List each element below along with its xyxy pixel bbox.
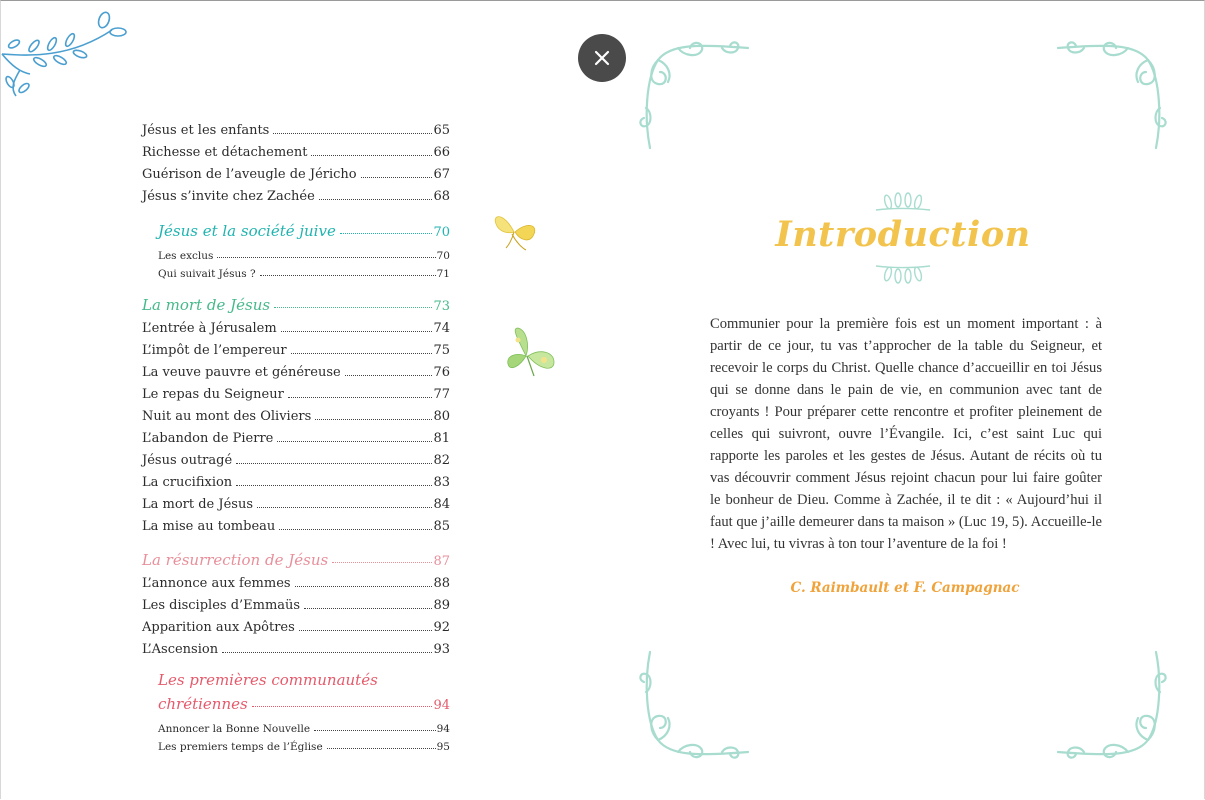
- yellow-butterfly-icon: [490, 210, 540, 252]
- toc-leader-dots: [288, 397, 433, 398]
- toc-leader-dots: [291, 353, 433, 354]
- toc-entry-label: Nuit au mont des Oliviers: [142, 409, 312, 424]
- toc-entry[interactable]: [142, 140, 450, 160]
- toc-leader-dots: [314, 730, 436, 731]
- toc-entry-page: 68: [433, 189, 450, 204]
- toc-leader-dots: [277, 441, 432, 442]
- toc-entry-page: 76: [433, 365, 450, 380]
- toc-entry[interactable]: [142, 593, 450, 613]
- toc-entry-label: La crucifixion: [142, 475, 233, 490]
- toc-entry[interactable]: [142, 338, 450, 358]
- corner-flourish-icon: [1050, 644, 1168, 762]
- toc-leader-dots: [340, 233, 433, 234]
- toc-section-title[interactable]: [142, 547, 450, 569]
- corner-flourish-icon: [638, 644, 756, 762]
- toc-entry[interactable]: [142, 162, 450, 182]
- toc-entry-label: Guérison de l’aveugle de Jéricho: [142, 167, 357, 182]
- toc-entry-page: 81: [433, 431, 450, 446]
- toc-entry-page: 80: [433, 409, 450, 424]
- toc-leader-dots: [315, 419, 432, 420]
- introduction-title: Introduction: [775, 214, 1031, 255]
- toc-section-page: 70: [433, 225, 450, 240]
- toc-subentry[interactable]: [158, 242, 450, 262]
- vine-ornament-icon: [0, 8, 130, 100]
- toc-entry-page: 77: [433, 387, 450, 402]
- toc-section-label[interactable]: Les premières communautés: [158, 671, 378, 689]
- toc-entry-label: Les disciples d’Emmaüs: [142, 598, 301, 613]
- toc-entry-label: Richesse et détachement: [142, 145, 308, 160]
- toc-entry-page: 65: [433, 123, 450, 138]
- toc-entry-label: Jésus outragé: [142, 453, 233, 468]
- toc-leader-dots: [327, 748, 436, 749]
- toc-entry[interactable]: [142, 118, 450, 138]
- introduction-text: Communier pour la première fois est un moment important : à partir de ce jour, tu vas t’approcher de la table du Seigneur, et recevoir le corps du Christ. Quelle chance d’accueillir en toi Jésus qui se donne dans le pain de vie, en communion avec tant de croyants ! Pour préparer cette rencontre et profiter pleinement de celles qui suivront, ouvre l’Évangile. Ici, c’est saint Luc qui rapporte les paroles et les gestes de Jésus. Autant de récits où tu vas découvrir comment Jésus rejoint chacun pour lui faire goûter le bonheur de Dieu. Comme à Zachée, il te dit : « Aujourd’hui il faut que j’aille demeurer dans ta maison » (Luc 19, 5). Accueille-le ! Avec lui, tu vivras à ton tour l’aventure de la foi !: [710, 316, 1102, 552]
- toc-entry-label: L’annonce aux femmes: [142, 576, 291, 591]
- toc-leader-dots: [273, 133, 432, 134]
- toc-entry-page: 88: [433, 576, 450, 591]
- toc-entry-page: 89: [433, 598, 450, 613]
- toc-leader-dots: [304, 608, 432, 609]
- toc-leader-dots: [236, 463, 432, 464]
- toc-entry[interactable]: [142, 382, 450, 402]
- toc-entry-label: L’abandon de Pierre: [142, 431, 274, 446]
- close-button[interactable]: [578, 34, 626, 82]
- toc-entry-label: La mise au tombeau: [142, 519, 276, 534]
- toc-entry-label: Apparition aux Apôtres: [142, 620, 295, 635]
- toc-section-page: 87: [433, 554, 450, 569]
- toc-entry-label: Annoncer la Bonne Nouvelle: [158, 723, 311, 735]
- toc-entry-page: 75: [433, 343, 450, 358]
- toc-entry[interactable]: [142, 316, 450, 336]
- toc-entry-page: 66: [433, 145, 450, 160]
- toc-entry[interactable]: [142, 426, 450, 446]
- toc-entry-label: Qui suivait Jésus ?: [158, 268, 256, 280]
- toc-entry[interactable]: [142, 514, 450, 534]
- leaf-sprig-icon: [872, 190, 934, 214]
- toc-entry-page: 71: [436, 268, 450, 280]
- toc-leader-dots: [319, 199, 433, 200]
- toc-section-title[interactable]: [142, 292, 450, 314]
- toc-leader-dots: [257, 507, 432, 508]
- toc-leader-dots: [332, 562, 432, 563]
- leaf-sprig-icon: [872, 262, 934, 286]
- toc-subentry[interactable]: [158, 260, 450, 280]
- toc-entry-page: 92: [433, 620, 450, 635]
- corner-flourish-icon: [638, 38, 756, 156]
- introduction-author: C. Raimbault et F. Campagnac: [790, 580, 1020, 596]
- toc-section-label-line2: chrétiennes: [158, 695, 248, 713]
- toc-leader-dots: [361, 177, 433, 178]
- toc-entry-page: 67: [433, 167, 450, 182]
- toc-entry[interactable]: [142, 637, 450, 657]
- toc-entry-page: 74: [433, 321, 450, 336]
- toc-leader-dots: [345, 375, 433, 376]
- toc-entry-page: 94: [436, 723, 450, 735]
- toc-leader-dots: [299, 630, 433, 631]
- toc-leader-dots: [217, 257, 435, 258]
- toc-leader-dots: [252, 706, 433, 707]
- toc-entry-page: 70: [436, 250, 450, 262]
- toc-entry-label: La veuve pauvre et généreuse: [142, 365, 341, 380]
- green-butterfly-icon: [500, 326, 558, 382]
- toc-entry-label: L’Ascension: [142, 642, 219, 657]
- toc-entry-page: 93: [433, 642, 450, 657]
- toc-entry[interactable]: [142, 448, 450, 468]
- toc-entry-label: Les premiers temps de l’Église: [158, 741, 323, 753]
- toc-subentry[interactable]: [158, 715, 450, 735]
- toc-section-page: 73: [433, 299, 450, 314]
- toc-entry-label: Jésus s’invite chez Zachée: [142, 189, 315, 204]
- toc-subentry[interactable]: [158, 733, 450, 753]
- toc-section-title[interactable]: [158, 691, 450, 713]
- toc-entry-label: Les exclus: [158, 250, 214, 262]
- toc-entry-label: L’entrée à Jérusalem: [142, 321, 277, 336]
- toc-entry[interactable]: [142, 615, 450, 635]
- toc-entry-page: 82: [433, 453, 450, 468]
- toc-entry-label: La mort de Jésus: [142, 497, 254, 512]
- toc-entry-page: 85: [433, 519, 450, 534]
- toc-entry-label: L’impôt de l’empereur: [142, 343, 287, 358]
- toc-section-label: La mort de Jésus: [142, 296, 271, 314]
- toc-leader-dots: [311, 155, 432, 156]
- toc-entry-label: Le repas du Seigneur: [142, 387, 284, 402]
- toc-section-title[interactable]: [158, 218, 450, 240]
- toc-leader-dots: [260, 275, 436, 276]
- toc-entry[interactable]: [142, 184, 450, 204]
- toc-leader-dots: [295, 586, 433, 587]
- toc-entry[interactable]: [142, 404, 450, 424]
- toc-section-page: 94: [433, 698, 450, 713]
- toc-section-label: La résurrection de Jésus: [142, 551, 329, 569]
- toc-leader-dots: [222, 652, 432, 653]
- toc-entry-page: 84: [433, 497, 450, 512]
- toc-leader-dots: [279, 529, 432, 530]
- toc-entry-page: 83: [433, 475, 450, 490]
- toc-leader-dots: [236, 485, 432, 486]
- corner-flourish-icon: [1050, 38, 1168, 156]
- toc-leader-dots: [274, 307, 432, 308]
- toc-entry[interactable]: [142, 571, 450, 591]
- toc-entry[interactable]: [142, 360, 450, 380]
- close-icon: [593, 49, 611, 67]
- toc-section-label: Jésus et la société juive: [158, 222, 336, 240]
- toc-entry[interactable]: [142, 470, 450, 490]
- toc-entry-label: Jésus et les enfants: [142, 123, 270, 138]
- toc-entry-page: 95: [436, 741, 450, 753]
- toc-entry[interactable]: [142, 492, 450, 512]
- toc-leader-dots: [281, 331, 433, 332]
